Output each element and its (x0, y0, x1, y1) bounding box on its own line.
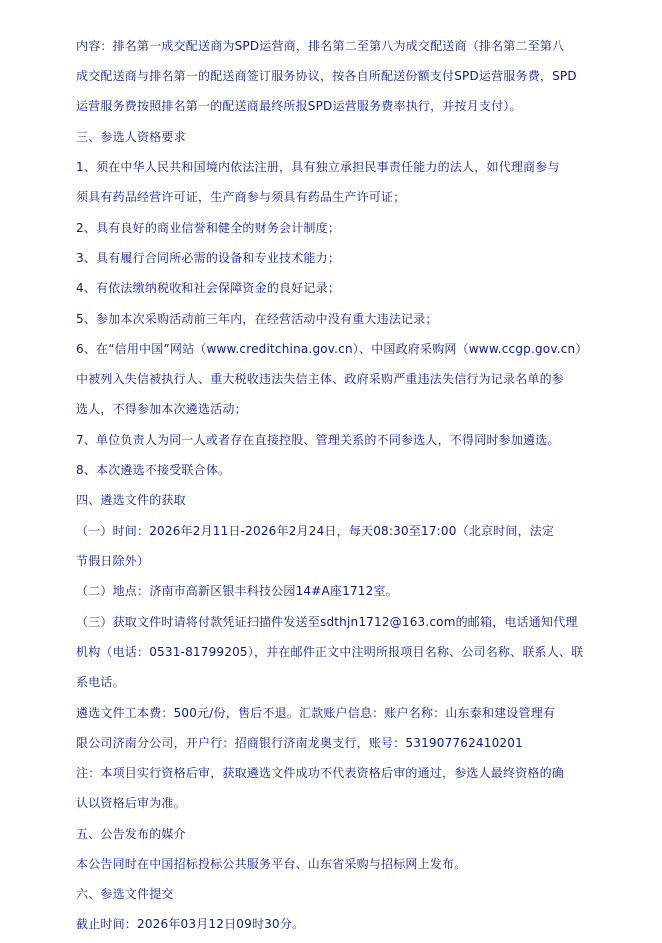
text-line: 内容：排名第一成交配送商为SPD运营商，排名第二至第八为成交配送商（排名第二至第八 (76, 39, 565, 53)
text-line: 4、有依法缴纳税收和社会保障资金的良好记录； (76, 281, 341, 295)
text-line: 1、须在中华人民共和国境内依法注册，具有独立承担民事责任能力的法人，如代理商参与 (76, 160, 560, 174)
section-heading: 四、遴选文件的获取 (76, 493, 186, 507)
text-line: 5、参加本次采购活动前三年内，在经营活动中没有重大违法记录； (76, 312, 438, 326)
text-line: 成交配送商与排名第一的配送商签订服务协议，按各自所配送份额支付SPD运营服务费，SPD (76, 69, 577, 83)
text-line: 6、在“信用中国”网站（www.creditchina.gov.cn）、中国政府采购网（www.ccgp.gov.cn） (76, 342, 588, 356)
text-line: 注：本项目实行资格后审，获取遴选文件成功不代表资格后审的通过，参选人最终资格的确 (76, 766, 565, 780)
text-line: 中被列入失信被执行人、重大税收违法失信主体、政府采购严重违法失信行为记录名单的参 (76, 372, 565, 386)
text-line: （二）地点：济南市高新区银丰科技公园14#A座1712室。 (76, 584, 398, 598)
text-line: （三）获取文件时请将付款凭证扫描件发送至sdthjn1712@163.com的邮箱，电话通知代理 (76, 615, 578, 629)
text-line: 须具有药品经营许可证，生产商参与须具有药品生产许可证； (76, 190, 406, 204)
text-line: 3、具有履行合同所必需的设备和专业技术能力； (76, 251, 341, 265)
text-line: 遴选文件工本费：500元/份，售后不退。汇款账户信息：账户名称：山东泰和建设管理有 (76, 706, 556, 720)
text-line: 2、具有良好的商业信誉和健全的财务会计制度； (76, 221, 341, 235)
section-heading: 六、参选文件提交 (76, 887, 174, 901)
text-line: 限公司济南分公司，开户行：招商银行济南龙奥支行，账号：531907762410201 (76, 736, 523, 750)
text-line: 截止时间：2026年03月12日09时30分。 (76, 917, 305, 931)
text-line: 系电话。 (76, 675, 125, 689)
text-line: 8、本次遴选不接受联合体。 (76, 463, 231, 477)
text-line: 认以资格后审为准。 (76, 796, 186, 810)
text-line: （一）时间：2026年2月11日-2026年2月24日，每天08:30至17:00（北京时间，法定 (76, 524, 555, 538)
text-line: 本公告同时在中国招标投标公共服务平台、山东省采购与招标网上发布。 (76, 857, 467, 871)
text-line: 7、单位负责人为同一人或者存在直接控股、管理关系的不同参选人，不得同时参加遴选。 (76, 433, 560, 447)
section-heading: 三、参选人资格要求 (76, 130, 186, 144)
text-line: 机构（电话：0531-81799205），并在邮件正文中注明所报项目名称、公司名称、联系人、联 (76, 645, 584, 659)
text-line: 选人，不得参加本次遴选活动； (76, 402, 247, 416)
text-line: 运营服务费按照排名第一的配送商最终所报SPD运营服务费率执行，并按月支付）。 (76, 99, 522, 113)
text-line: 节假日除外） (76, 554, 150, 568)
section-heading: 五、公告发布的媒介 (76, 827, 186, 841)
